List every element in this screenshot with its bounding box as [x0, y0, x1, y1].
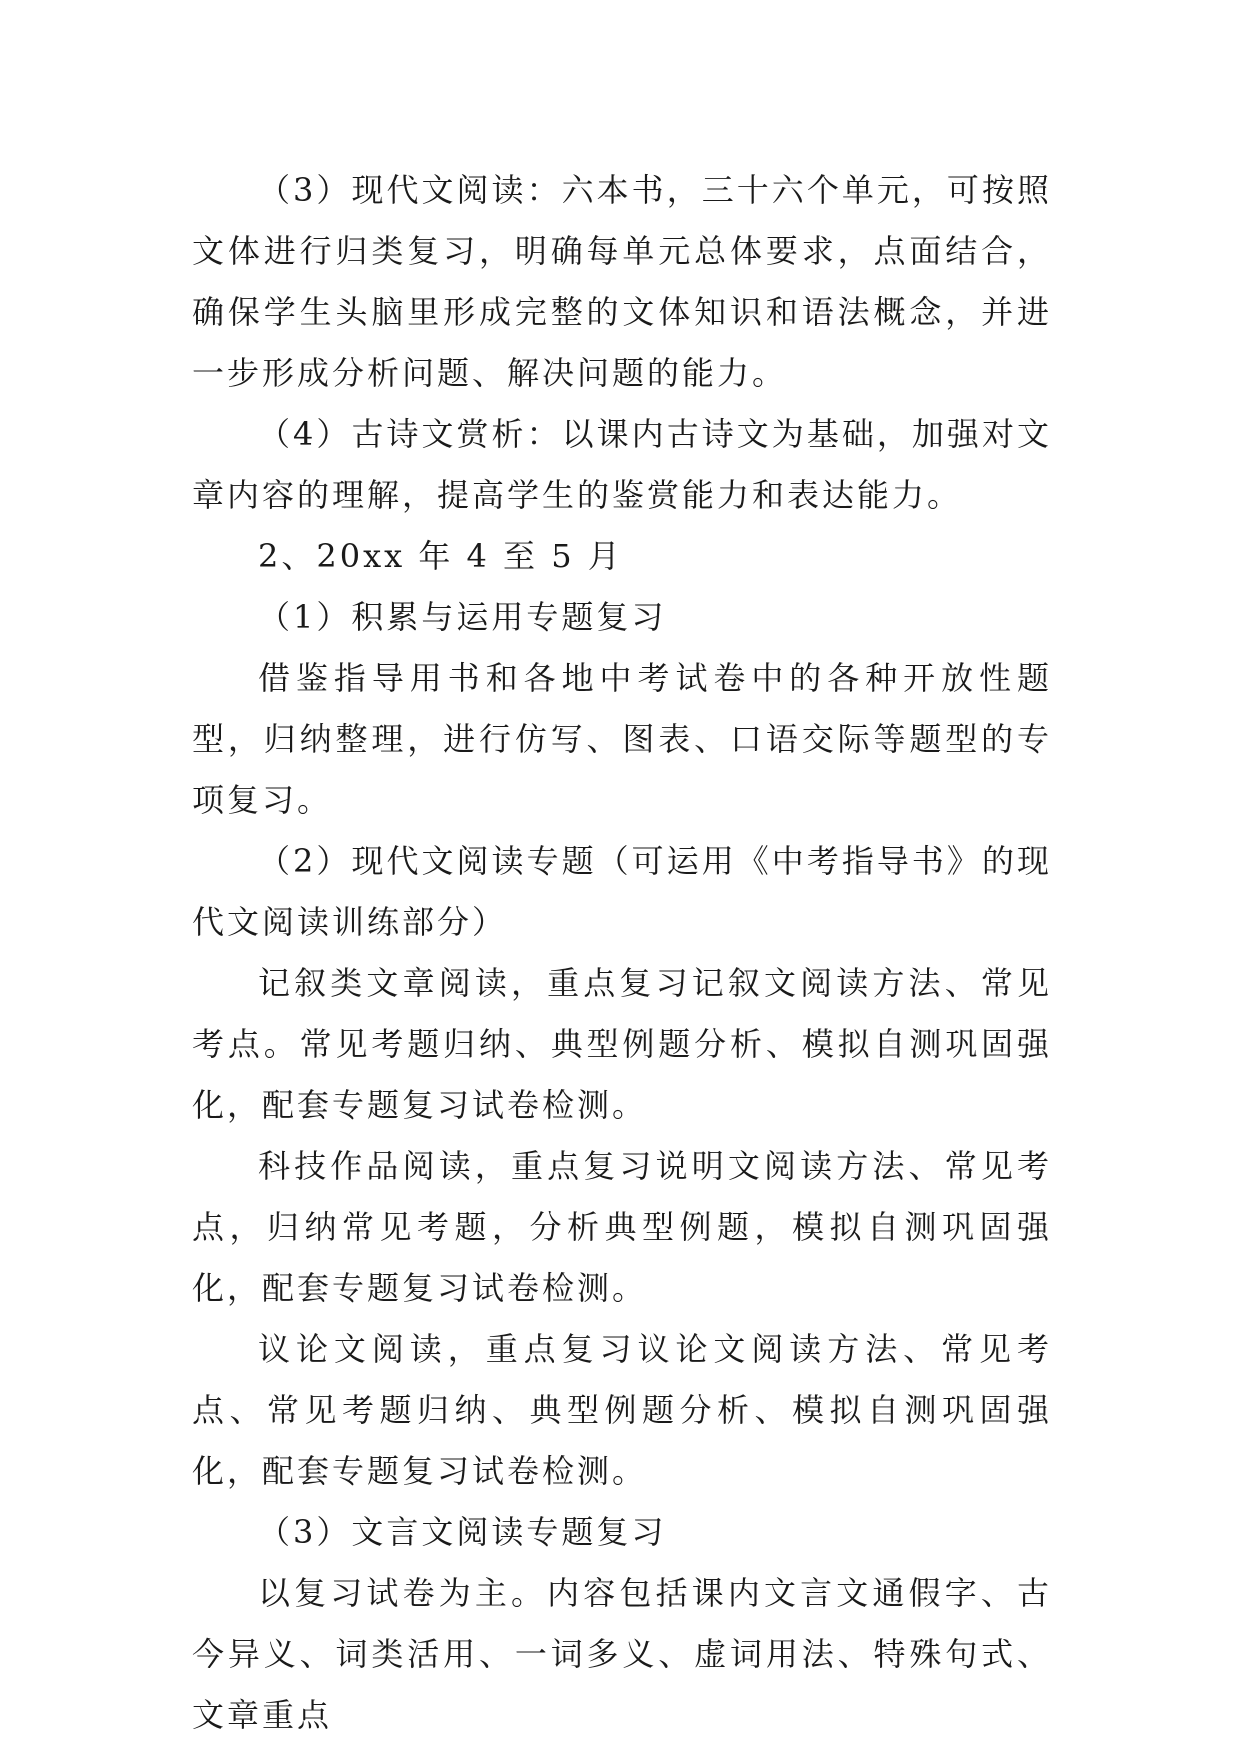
- paragraph-accumulation-body: 借鉴指导用书和各地中考试卷中的各种开放性题型，归纳整理，进行仿写、图表、口语交际等题型的专项复习。: [192, 659, 1052, 819]
- paragraph-modern-reading: （3）现代文阅读：六本书，三十六个单元，可按照文体进行归类复习，明确每单元总体要求，点面结合，确保学生头脑里形成完整的文体知识和语法概念，并进一步形成分析问题、解决问题的能力。: [192, 171, 1052, 392]
- paragraph-classical-poetry: （4）古诗文赏析：以课内古诗文为基础，加强对文章内容的理解，提高学生的鉴赏能力和表达能力。: [192, 415, 1052, 514]
- paragraph-date-heading: 2、20xx 年 4 至 5 月: [258, 537, 623, 575]
- paragraph-modern-topic-heading: （2）现代文阅读专题（可运用《中考指导书》的现代文阅读训练部分）: [192, 842, 1052, 941]
- paragraph-accumulation-heading: （1）积累与运用专题复习: [258, 598, 667, 636]
- paragraph-narrative-reading: 记叙类文章阅读，重点复习记叙文阅读方法、常见考点。常见考题归纳、典型例题分析、模拟自测巩固强化，配套专题复习试卷检测。: [192, 964, 1052, 1124]
- document-body: [192, 160, 1052, 1746]
- paragraph-science-reading: 科技作品阅读，重点复习说明文阅读方法、常见考点，归纳常见考题，分析典型例题，模拟自测巩固强化，配套专题复习试卷检测。: [192, 1147, 1052, 1307]
- paragraph-classical-topic-heading: （3）文言文阅读专题复习: [258, 1513, 667, 1551]
- paragraph-classical-body: 以复习试卷为主。内容包括课内文言文通假字、古今异义、词类活用、一词多义、虚词用法、特殊句式、文章重点: [192, 1574, 1052, 1734]
- paragraph-argument-reading: 议论文阅读，重点复习议论文阅读方法、常见考点、常见考题归纳、典型例题分析、模拟自测巩固强化，配套专题复习试卷检测。: [192, 1330, 1052, 1490]
